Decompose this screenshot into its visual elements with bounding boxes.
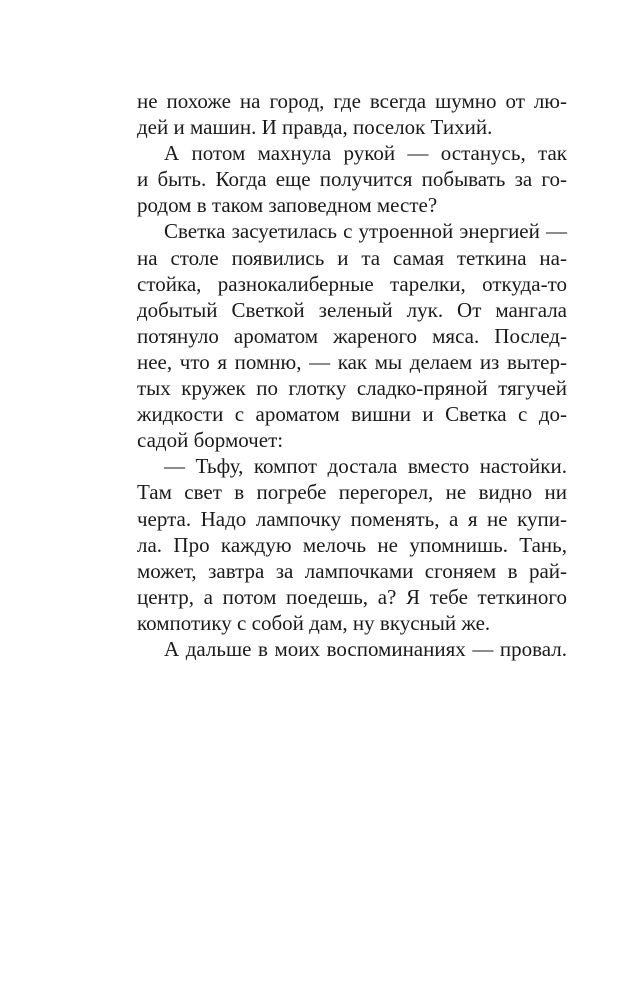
- text-line: потянуло ароматом жареного мяса. Послед-: [137, 323, 567, 348]
- text-line: жидкости с ароматом вишни и Светка с до-: [137, 402, 567, 427]
- text-line: дей и машин. И правда, поселок Тихий.: [137, 115, 493, 140]
- text-line: черта. Надо лампочку поменять, а я не купи-: [137, 506, 567, 531]
- text-line: — Тьфу, компот достала вместо настойки.: [164, 454, 567, 479]
- text-line: компотику с собой дам, ну вкусный же.: [137, 610, 491, 635]
- text-line: нее, что я помню, — как мы делаем из вытер-: [137, 349, 567, 374]
- body-text: [137, 88, 567, 662]
- text-line: садой бормочет:: [137, 428, 284, 453]
- text-line: добытый Светкой зеленый лук. От мангала: [137, 297, 567, 322]
- text-line: центр, а потом поедешь, а? Я тебе теткиного: [137, 584, 567, 609]
- text-line: Там свет в погребе перегорел, не видно ни: [137, 480, 567, 505]
- text-line: тых кружек по глотку сладко-пряной тягучей: [137, 376, 567, 401]
- text-line: и быть. Когда еще получится побывать за го-: [137, 167, 567, 192]
- text-line: на столе появились и та самая теткина на-: [137, 245, 567, 270]
- text-line: стойка, разнокалиберные тарелки, откуда-то: [137, 271, 567, 296]
- text-line: А потом махнула рукой — останусь, так: [164, 141, 567, 166]
- text-line: Светка засуетилась с утроенной энергией —: [164, 219, 567, 244]
- text-line: не похоже на город, где всегда шумно от лю-: [137, 89, 567, 113]
- text-line: ла. Про каждую мелочь не упомнишь. Тань,: [137, 532, 567, 557]
- text-line: может, завтра за лампочками сгоняем в рай-: [137, 558, 567, 583]
- text-line: родом в таком заповедном месте?: [137, 193, 438, 218]
- text-line: А дальше в моих воспоминаниях — провал.: [164, 636, 567, 661]
